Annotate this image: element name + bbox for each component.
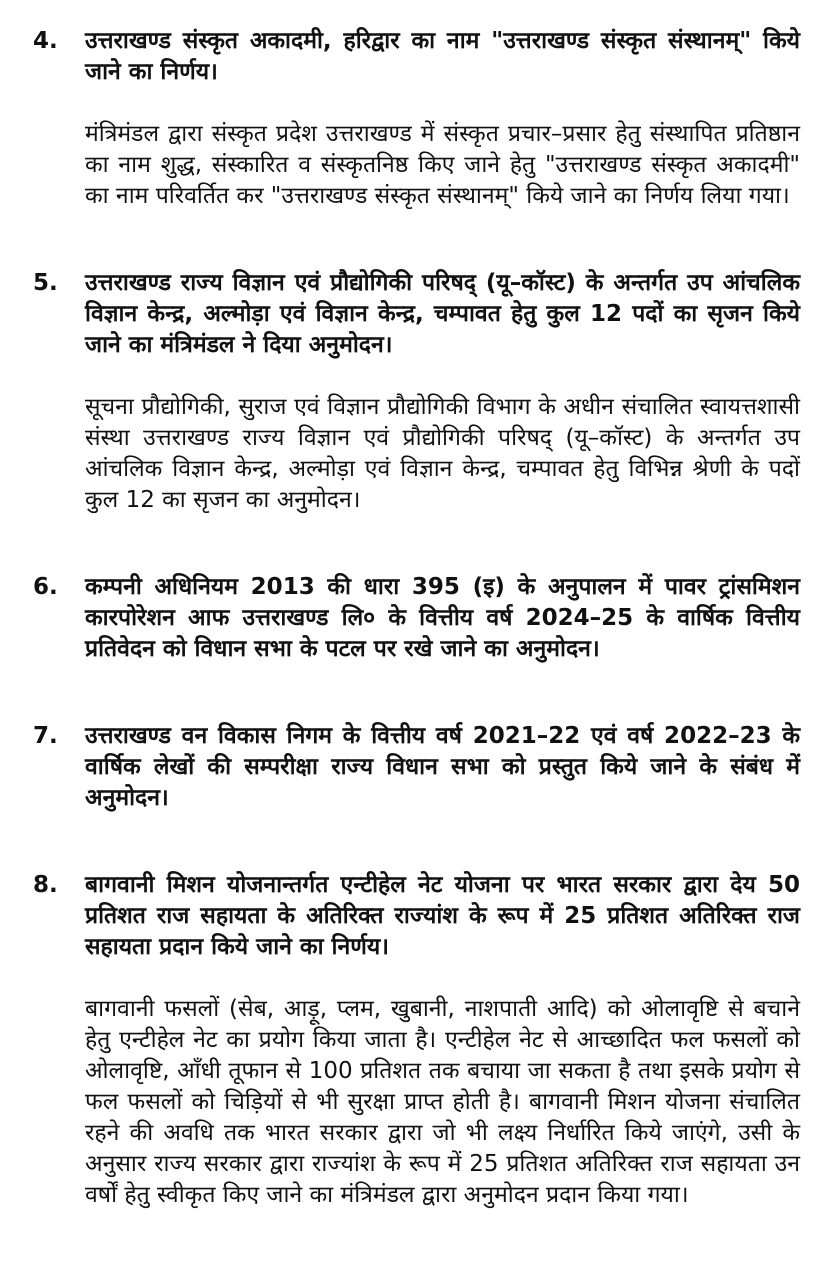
item-number: 5. xyxy=(33,270,58,296)
item-paragraph: बागवानी फसलों (सेब, आड़ू, प्लम, खुबानी, नाशपाती आदि) को ओलावृष्टि से बचाने हेतु एन्टीहेल नेट का प्रयोग किया जाता है। एन्टीहेल नेट से आच्छादित फल फसलों को ओलावृष्टि, आँधी तूफान से 100 प्रतिशत तक बचाया जा सकता है तथा इसके प्रयोग से फल फसलों को चिड़ियों से भी सुरक्षा प्राप्त होती है। बागवानी मिशन योजना संचालित रहने की अवधि तक भारत सरकार द्वारा जो भी लक्ष्य निर्धारित किये जाएंगे, उसी के अनुसार राज्य सरकार द्वारा राज्यांश के रूप में 25 प्रतिशत अतिरिक्त राज सहायता उन वर्षों हेतु स्वीकृत किए जाने का मंत्रिमंडल द्वारा अनुमोदन प्रदान किया गया। xyxy=(85,996,800,1208)
item-number: 4. xyxy=(33,28,58,54)
item-heading: उत्तराखण्ड संस्कृत अकादमी, हरिद्वार का नाम "उत्तराखण्ड संस्कृत संस्थानम्" किये जाने का निर्णय। xyxy=(85,28,800,85)
item-content xyxy=(85,870,800,1211)
item-heading: उत्तराखण्ड राज्य विज्ञान एवं प्रौद्योगिकी परिषद् (यू–कॉस्ट) के अन्तर्गत उप आंचलिक विज्ञान केन्द्र, अल्मोड़ा एवं विज्ञान केन्द्र, चम्पावत हेतु कुल 12 पदों का सृजन किये जाने का मंत्रिमंडल ने दिया अनुमोदन। xyxy=(85,270,800,358)
list-item xyxy=(33,870,800,1211)
item-number: 8. xyxy=(33,872,58,898)
item-paragraph: मंत्रिमंडल द्वारा संस्कृत प्रदेश उत्तराखण्ड में संस्कृत प्रचार–प्रसार हेतु संस्थापित प्रतिष्ठान का नाम शुद्ध, संस्कारित व संस्कृतनिष्ठ किए जाने हेतु "उत्तराखण्ड संस्कृत अकादमी" का नाम परिवर्तित कर "उत्तराखण्ड संस्कृत संस्थानम्" किये जाने का निर्णय लिया गया। xyxy=(85,121,800,209)
item-content xyxy=(85,26,800,212)
item-content xyxy=(85,268,800,516)
item-heading: उत्तराखण्ड वन विकास निगम के वित्तीय वर्ष 2021–22 एवं वर्ष 2022–23 के वार्षिक लेखों की सम्परीक्षा राज्य विधान सभा को प्रस्तुत किये जाने के संबंध में अनुमोदन। xyxy=(85,723,800,811)
list-item xyxy=(33,26,800,212)
item-heading: बागवानी मिशन योजनान्तर्गत एन्टीहेल नेट योजना पर भारत सरकार द्वारा देय 50 प्रतिशत राज सहायता के अतिरिक्त राज्यांश के रूप में 25 प्रतिशत अतिरिक्त राज सहायता प्रदान किये जाने का निर्णय। xyxy=(85,872,800,960)
list-item xyxy=(33,721,800,814)
item-number: 7. xyxy=(33,723,58,749)
item-heading: कम्पनी अधिनियम 2013 की धारा 395 (इ) के अनुपालन में पावर ट्रांसमिशन कारपोरेशन आफ उत्तराखण्ड लि० के वित्तीय वर्ष 2024–25 के वार्षिक वित्तीय प्रतिवेदन को विधान सभा के पटल पर रखे जाने का अनुमोदन। xyxy=(85,574,800,662)
list-item xyxy=(33,572,800,665)
item-content xyxy=(85,721,800,814)
item-number: 6. xyxy=(33,574,58,600)
item-content xyxy=(85,572,800,665)
item-paragraph: सूचना प्रौद्योगिकी, सुराज एवं विज्ञान प्रौद्योगिकी विभाग के अधीन संचालित स्वायत्तशासी संस्था उत्तराखण्ड राज्य विज्ञान एवं प्रौद्योगिकी परिषद् (यू–कॉस्ट) के अन्तर्गत उप आंचलिक विज्ञान केन्द्र, अल्मोड़ा एवं विज्ञान केन्द्र, चम्पावत हेतु विभिन्न श्रेणी के पदों कुल 12 का सृजन का अनुमोदन। xyxy=(85,394,800,513)
list-item xyxy=(33,268,800,516)
